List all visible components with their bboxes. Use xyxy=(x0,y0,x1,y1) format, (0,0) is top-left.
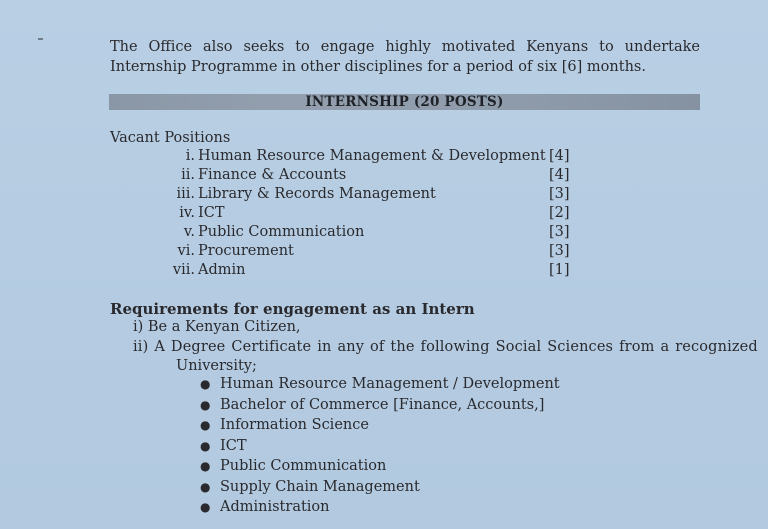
discipline-label: ICT xyxy=(220,438,247,454)
discipline-list-item xyxy=(200,479,420,495)
position-name: ICT xyxy=(198,205,225,221)
discipline-label: Human Resource Management / Development xyxy=(220,376,560,392)
position-number: v. xyxy=(183,224,195,240)
bullet-icon: ● xyxy=(200,480,211,494)
position-row xyxy=(110,205,580,224)
position-number: i. xyxy=(185,148,195,164)
bullet-icon: ● xyxy=(200,418,211,432)
bullet-icon: ● xyxy=(200,500,211,514)
vacant-positions-label: Vacant Positions xyxy=(110,130,231,146)
bullet-icon: ● xyxy=(200,398,211,412)
position-count: [2] xyxy=(549,205,570,221)
position-number: vi. xyxy=(177,243,195,259)
position-count: [1] xyxy=(549,262,570,278)
bullet-icon: ● xyxy=(200,439,211,453)
intro-paragraph: The Office also seeks to engage highly motivated Kenyans to undertake Internship Programme in other disciplines for a period of six [6] months. xyxy=(110,39,700,75)
position-name: Human Resource Management & Development xyxy=(198,148,546,164)
requirement-degree: ii) A Degree Certificate in any of the following Social Sciences from a recognized xyxy=(133,339,758,355)
position-row xyxy=(110,224,580,243)
discipline-list-item xyxy=(200,417,369,433)
discipline-label: Information Science xyxy=(220,417,369,433)
discipline-list-item xyxy=(200,397,544,413)
position-count: [4] xyxy=(549,167,570,183)
position-number: iii. xyxy=(176,186,195,202)
position-name: Finance & Accounts xyxy=(198,167,347,183)
margin-mark xyxy=(38,38,43,40)
requirement-degree-continued: University; xyxy=(176,358,257,374)
position-number: iv. xyxy=(179,205,195,221)
position-row xyxy=(110,148,580,167)
position-number: ii. xyxy=(181,167,195,183)
position-row xyxy=(110,262,580,281)
position-name: Procurement xyxy=(198,243,294,259)
bullet-icon: ● xyxy=(200,459,211,473)
discipline-list-item xyxy=(200,499,330,515)
position-count: [4] xyxy=(549,148,570,164)
position-count: [3] xyxy=(549,186,570,202)
position-name: Library & Records Management xyxy=(198,186,436,202)
requirements-heading: Requirements for engagement as an Intern xyxy=(110,300,475,318)
discipline-label: Bachelor of Commerce [Finance, Accounts,] xyxy=(220,397,545,413)
position-name: Public Communication xyxy=(198,224,365,240)
discipline-list-item xyxy=(200,376,560,392)
position-number: vii. xyxy=(172,262,195,278)
position-count: [3] xyxy=(549,224,570,240)
bullet-icon: ● xyxy=(200,377,211,391)
position-name: Admin xyxy=(198,262,246,278)
position-count: [3] xyxy=(549,243,570,259)
position-row xyxy=(110,186,580,205)
position-row xyxy=(110,167,580,186)
discipline-list-item xyxy=(200,458,386,474)
section-banner: INTERNSHIP (20 POSTS) xyxy=(109,94,700,110)
position-row xyxy=(110,243,580,262)
discipline-label: Public Communication xyxy=(220,458,387,474)
requirement-citizenship: i) Be a Kenyan Citizen, xyxy=(133,319,301,335)
discipline-label: Supply Chain Management xyxy=(220,479,420,495)
discipline-label: Administration xyxy=(220,499,330,515)
discipline-list-item xyxy=(200,438,247,454)
